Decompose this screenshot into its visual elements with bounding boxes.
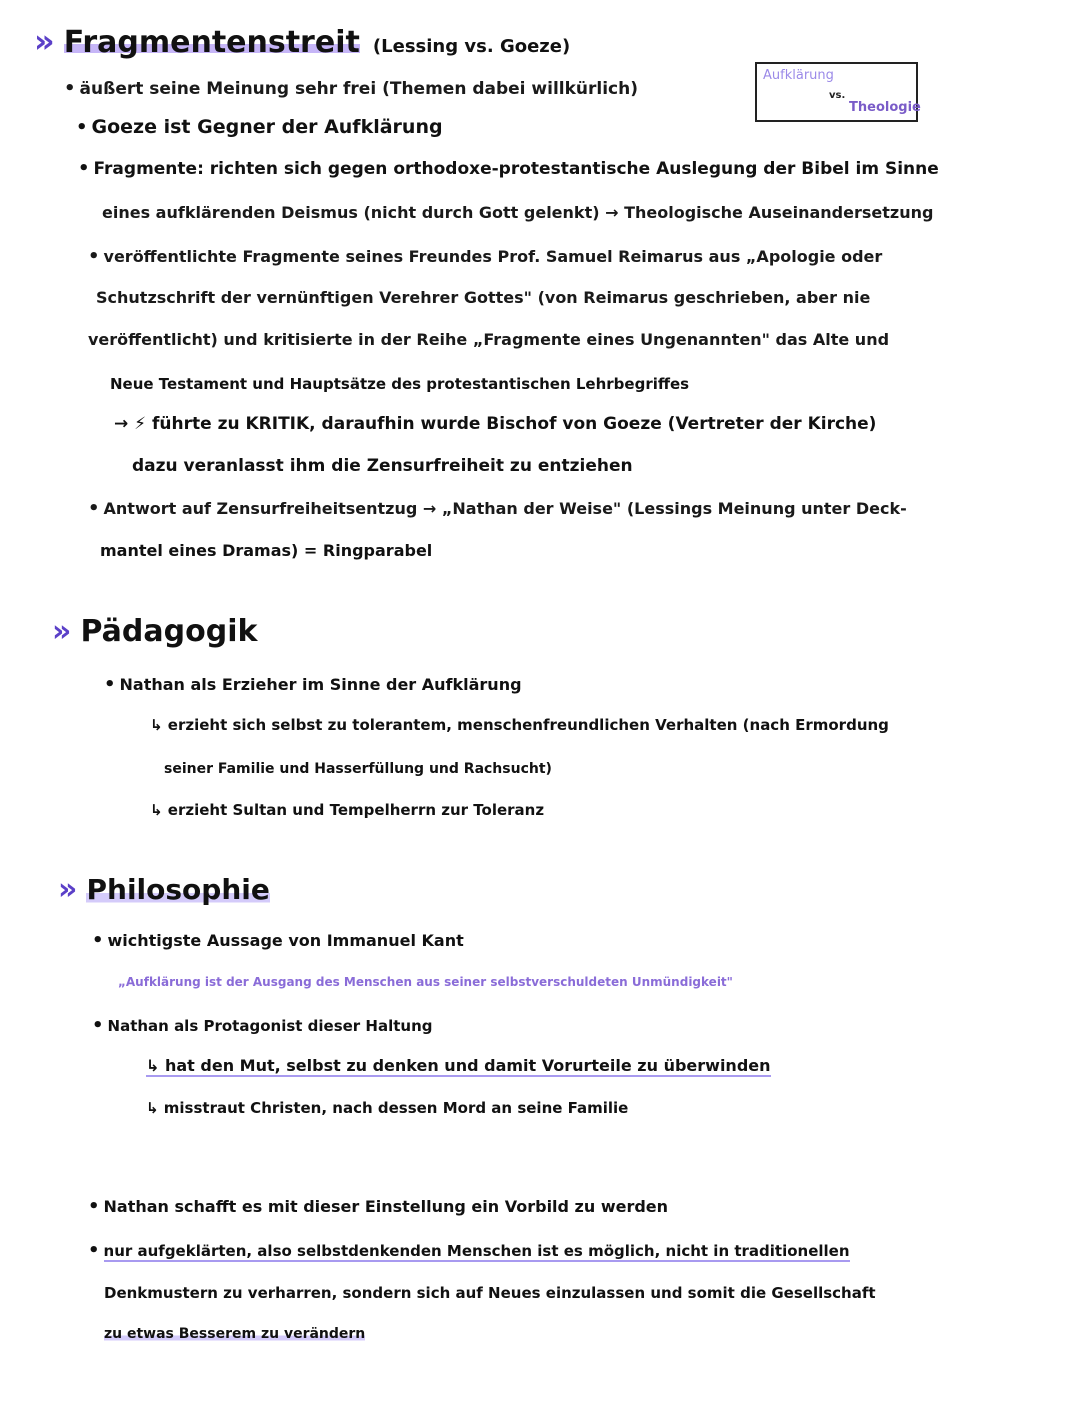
text-line: seiner Familie und Hasserfüllung und Rachsucht) — [164, 761, 552, 777]
text-line: zu etwas Besserem zu verändern — [104, 1326, 366, 1342]
heading-paedagogik — [52, 614, 257, 649]
text-line: Neue Testament und Hauptsätze des protestantischen Lehrbegriffes — [110, 375, 690, 393]
box-theologie: Theologie — [849, 100, 921, 115]
text-line: eines aufklärenden Deismus (nicht durch Gott gelenkt) → Theologische Auseinandersetzung — [102, 203, 934, 222]
chevron-icon: » — [52, 614, 66, 649]
list-item: • nur aufgeklärten, also selbstdenkenden Menschen ist es möglich, nicht in traditionellen — [88, 1240, 850, 1261]
list-item: • Nathan als Erzieher im Sinne der Aufklärung — [104, 674, 522, 695]
heading-fragmentenstreit — [34, 22, 570, 60]
section-title: Pädagogik — [80, 614, 258, 649]
chevron-icon: » — [34, 22, 49, 60]
list-item: • wichtigste Aussage von Immanuel Kant — [92, 930, 464, 951]
section-subtitle: (Lessing vs. Goeze) — [372, 36, 571, 57]
list-item: • Goeze ist Gegner der Aufklärung — [76, 116, 443, 138]
text-line: veröffentlicht) und kritisierte in der Reihe „Fragmente eines Ungenannten" das Alte und — [88, 330, 890, 349]
text-line: ↳ misstraut Christen, nach dessen Mord an seine Familie — [146, 1099, 629, 1117]
text-line: Denkmustern zu verharren, sondern sich auf Neues einzulassen und somit die Gesellschaft — [104, 1284, 876, 1302]
aufklaerung-vs-theologie-box — [755, 62, 921, 122]
list-item: • Nathan als Protagonist dieser Haltung — [92, 1015, 433, 1036]
list-item: • Nathan schafft es mit dieser Einstellung ein Vorbild zu werden — [88, 1196, 669, 1217]
text-line: → ⚡ führte zu KRITIK, daraufhin wurde Bischof von Goeze (Vertreter der Kirche) — [114, 414, 877, 434]
list-item: • Antwort auf Zensurfreiheitsentzug → „Nathan der Weise" (Lessings Meinung unter Deck- — [88, 498, 907, 519]
text-line: ↳ erzieht sich selbst zu tolerantem, menschenfreundlichen Verhalten (nach Ermordung — [150, 716, 889, 734]
text-line: ↳ hat den Mut, selbst zu denken und damit Vorurteile zu überwinden — [146, 1056, 771, 1075]
heading-philosophie — [58, 872, 270, 907]
text-line: Schutzschrift der vernünftigen Verehrer Gottes" (von Reimarus geschrieben, aber nie — [96, 288, 871, 307]
section-title: Fragmentenstreit — [63, 25, 360, 60]
list-item: • äußert seine Meinung sehr frei (Themen dabei willkürlich) — [64, 78, 639, 99]
kant-quote: „Aufklärung ist der Ausgang des Menschen aus seiner selbstverschuldeten Unmündigkeit" — [118, 975, 733, 989]
section-title: Philosophie — [86, 873, 270, 906]
box-aufklaerung: Aufklärung — [763, 68, 834, 83]
text-line: dazu veranlasst ihm die Zensurfreiheit zu entziehen — [132, 456, 633, 476]
text-line: mantel eines Dramas) = Ringparabel — [100, 541, 433, 560]
chevron-icon: » — [58, 872, 72, 907]
list-item: • Fragmente: richten sich gegen orthodoxe-protestantische Auslegung der Bibel im Sinne — [78, 158, 939, 179]
text-line: ↳ erzieht Sultan und Tempelherrn zur Toleranz — [150, 801, 545, 819]
list-item: • veröffentlichte Fragmente seines Freundes Prof. Samuel Reimarus aus „Apologie oder — [88, 246, 883, 267]
box-vs: vs. — [829, 90, 846, 101]
